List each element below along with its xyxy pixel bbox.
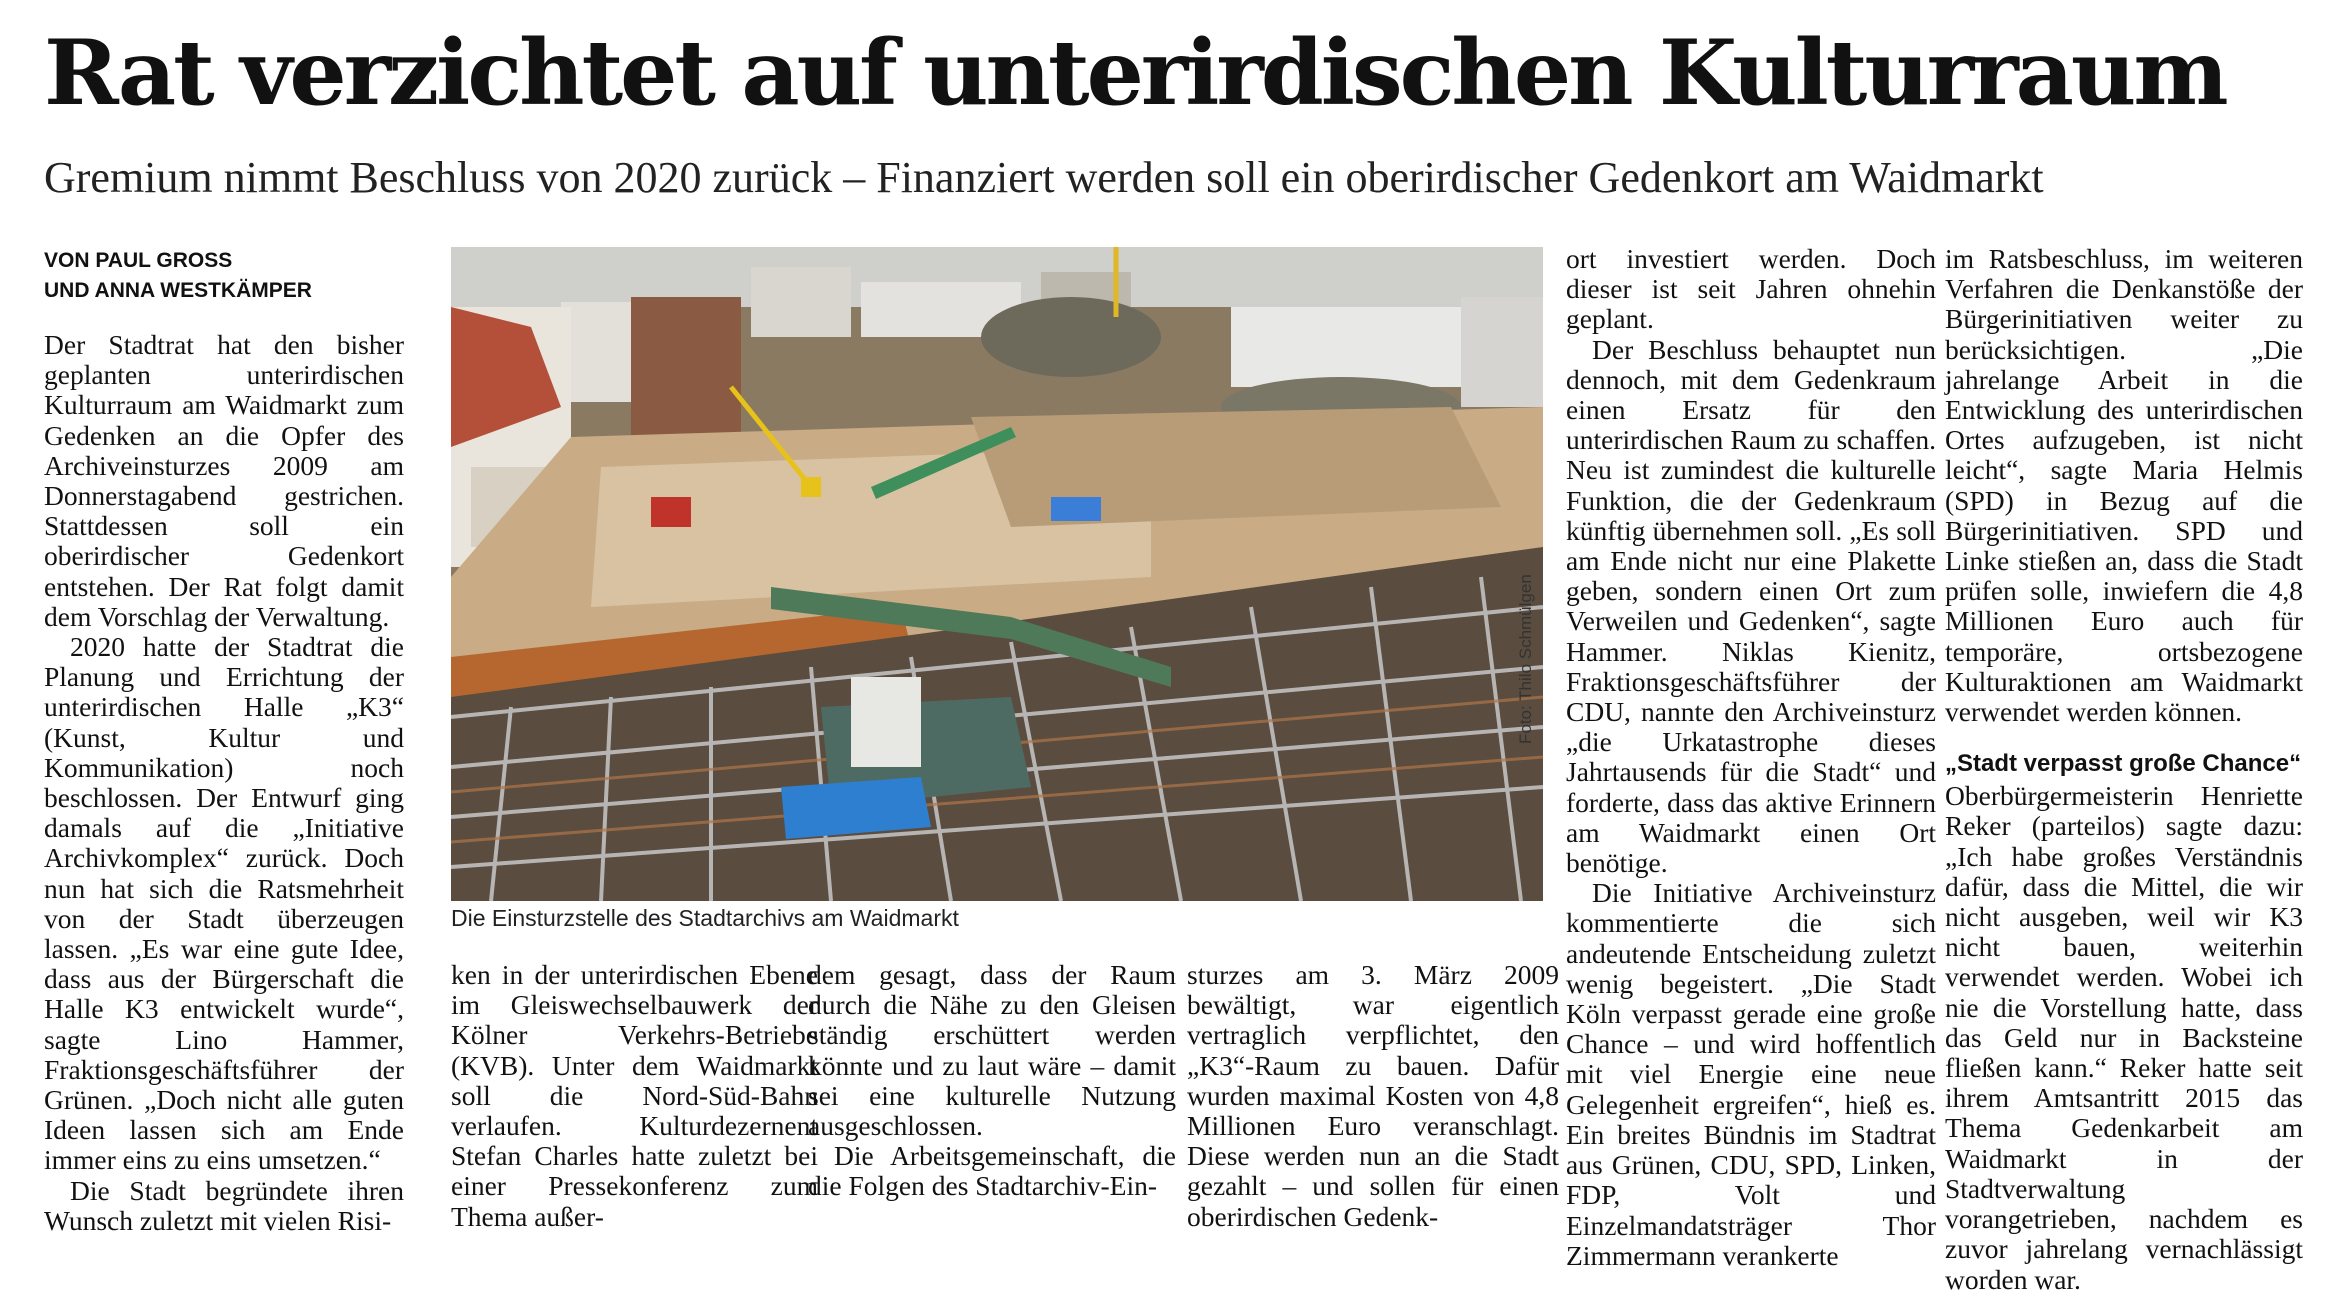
construction-site-image bbox=[451, 247, 1543, 901]
paragraph: Die Stadt begründete ihren Wunsch zuletzt mit vielen Risi- bbox=[44, 1174, 404, 1236]
byline-author-2: UND ANNA WESTKÄMPER bbox=[44, 279, 312, 302]
paragraph: Die Initiative Archiveinsturz kommentierte die sich andeutende Entscheidung zuletzt wenig begeistert. „Die Stadt Köln verpasst gerade eine große Chance – und wird hoffentlich mit viel Energie eine neue Gelegenheit ergreifen“, hieß es. Ein breites Bündnis im Stadtrat aus Grünen, CDU, SPD, Linken, FDP, Volt und Einzelmandatsträger Thor Zimmermann verankerte bbox=[1566, 877, 1936, 1271]
article-column-1 bbox=[44, 329, 404, 1236]
paragraph: Oberbürgermeisterin Henriette Reker (parteilos) sagte dazu: „Ich habe großes Verständnis dafür, dass die Mittel, die wir nicht ausgeben, weil wir K3 nicht bauen, weiterhin verwendet werden. Wobei ich nie die Vorstellung hatte, dass das Geld nur in Backsteine fließen kann.“ Reker hatte seit ihrem Amtsantritt 2015 das Thema Gedenkarbeit am Waidmarkt in der Stadtverwaltung vorangetrieben, nachdem es zuvor jahrelang vernachlässigt worden war. bbox=[1945, 780, 2303, 1295]
article-photo bbox=[451, 247, 1543, 901]
article-column-2 bbox=[451, 959, 818, 1232]
byline-author-1: VON PAUL GROSS bbox=[44, 249, 233, 272]
crosshead: „Stadt verpasst große Chance“ bbox=[1945, 750, 2302, 778]
subheadline: Gremium nimmt Beschluss von 2020 zurück – Finanziert werden soll ein oberirdischer Gedenkort am Waidmarkt bbox=[44, 153, 2044, 202]
paragraph: Die Arbeitsgemeinschaft, die die Folgen des Stadtarchiv-Ein- bbox=[808, 1140, 1176, 1202]
article-column-5 bbox=[1566, 243, 1936, 1271]
paragraph: ken in der unterirdischen Ebene im Gleiswechselbauwerk der Kölner Verkehrs-Betriebe (KVB). Unter dem Waidmarkt soll die Nord-Süd-Bahn verlaufen. Kulturdezernent Stefan Charles hatte zuletzt bei einer Pressekonferenz zum Thema außer- bbox=[451, 959, 818, 1232]
paragraph: im Ratsbeschluss, im weiteren Verfahren die Denkanstöße der Bürgerinitiativen weiter zu berücksichtigen. „Die jahrelange Arbeit in die Entwicklung des unterirdischen Ortes aufzugeben, ist nicht leicht“, sagte Maria Helmis (SPD) in Bezug auf die Bürgerinitiativen. SPD und Linke stießen an, dass die Stadt prüfen solle, inwiefern die 4,8 Millionen Euro auch für temporäre, ortsbezogene Kulturaktionen am Waidmarkt verwendet werden können. bbox=[1945, 243, 2303, 728]
byline bbox=[44, 246, 404, 306]
paragraph: Der Stadtrat hat den bisher geplanten unterirdischen Kulturraum am Waidmarkt zum Gedenken an die Opfer des Archiveinsturzes 2009 am Donnerstagabend gestrichen. Stattdessen soll ein oberirdischer Gedenkort entstehen. Der Rat folgt damit dem Vorschlag der Verwaltung. bbox=[44, 329, 404, 632]
paragraph: sturzes am 3. März 2009 bewältigt, war eigentlich vertraglich verpflichtet, den „K3“-Raum zu bauen. Dafür wurden maximal Kosten von 4,8 Millionen Euro veranschlagt. Diese werden nun an die Stadt gezahlt – und sollen für einen oberirdischen Gedenk- bbox=[1187, 959, 1559, 1232]
article-column-4 bbox=[1187, 959, 1559, 1232]
paragraph: Der Beschluss behauptet nun dennoch, mit dem Gedenkraum einen Ersatz für den unterirdischen Raum zu schaffen. Neu ist zumindest die kulturelle Funktion, die der Gedenkraum künftig übernehmen soll. „Es soll am Ende nicht nur eine Plakette geben, sondern einen Ort zum Verweilen und Gedenken“, sagte Hammer. Niklas Kienitz, Fraktionsgeschäftsführer der CDU, nannte den Archiveinsturz „die Urkatastrophe dieses Jahrtausends für die Stadt“ und forderte, dass das aktive Erinnern am Waidmarkt einen Ort benötige. bbox=[1566, 333, 1936, 879]
article-column-6 bbox=[1945, 243, 2303, 1295]
paragraph: 2020 hatte der Stadtrat die Planung und Errichtung der unterirdischen Halle „K3“ (Kunst, Kultur und Kommunikation) noch beschlossen. Der Entwurf ging damals auf die „Initiative Archivkomplex“ zurück. Doch nun hat sich die Ratsmehrheit von der Stadt überzeugen lassen. „Es war eine gute Idee, dass aus der Bürgerschaft die Halle K3 entwickelt wurde“, sagte Lino Hammer, Fraktionsgeschäftsführer der Grünen. „Doch nicht alle guten Ideen lassen sich am Ende immer eins zu eins umsetzen.“ bbox=[44, 631, 404, 1176]
headline: Rat verzichtet auf unterirdischen Kulturraum bbox=[44, 20, 2226, 126]
article-column-3 bbox=[808, 960, 1176, 1210]
photo-caption: Die Einsturzstelle des Stadtarchivs am Waidmarkt bbox=[451, 905, 959, 931]
photo-credit: Foto: Thilo Schmülgen bbox=[1516, 574, 1535, 744]
paragraph: ort investiert werden. Doch dieser ist seit Jahren ohnehin geplant. bbox=[1566, 243, 1936, 335]
paragraph: dem gesagt, dass der Raum durch die Nähe zu den Gleisen ständig erschüttert werden könnte und zu laut wäre – damit sei eine kulturelle Nutzung ausgeschlossen. bbox=[808, 959, 1176, 1142]
